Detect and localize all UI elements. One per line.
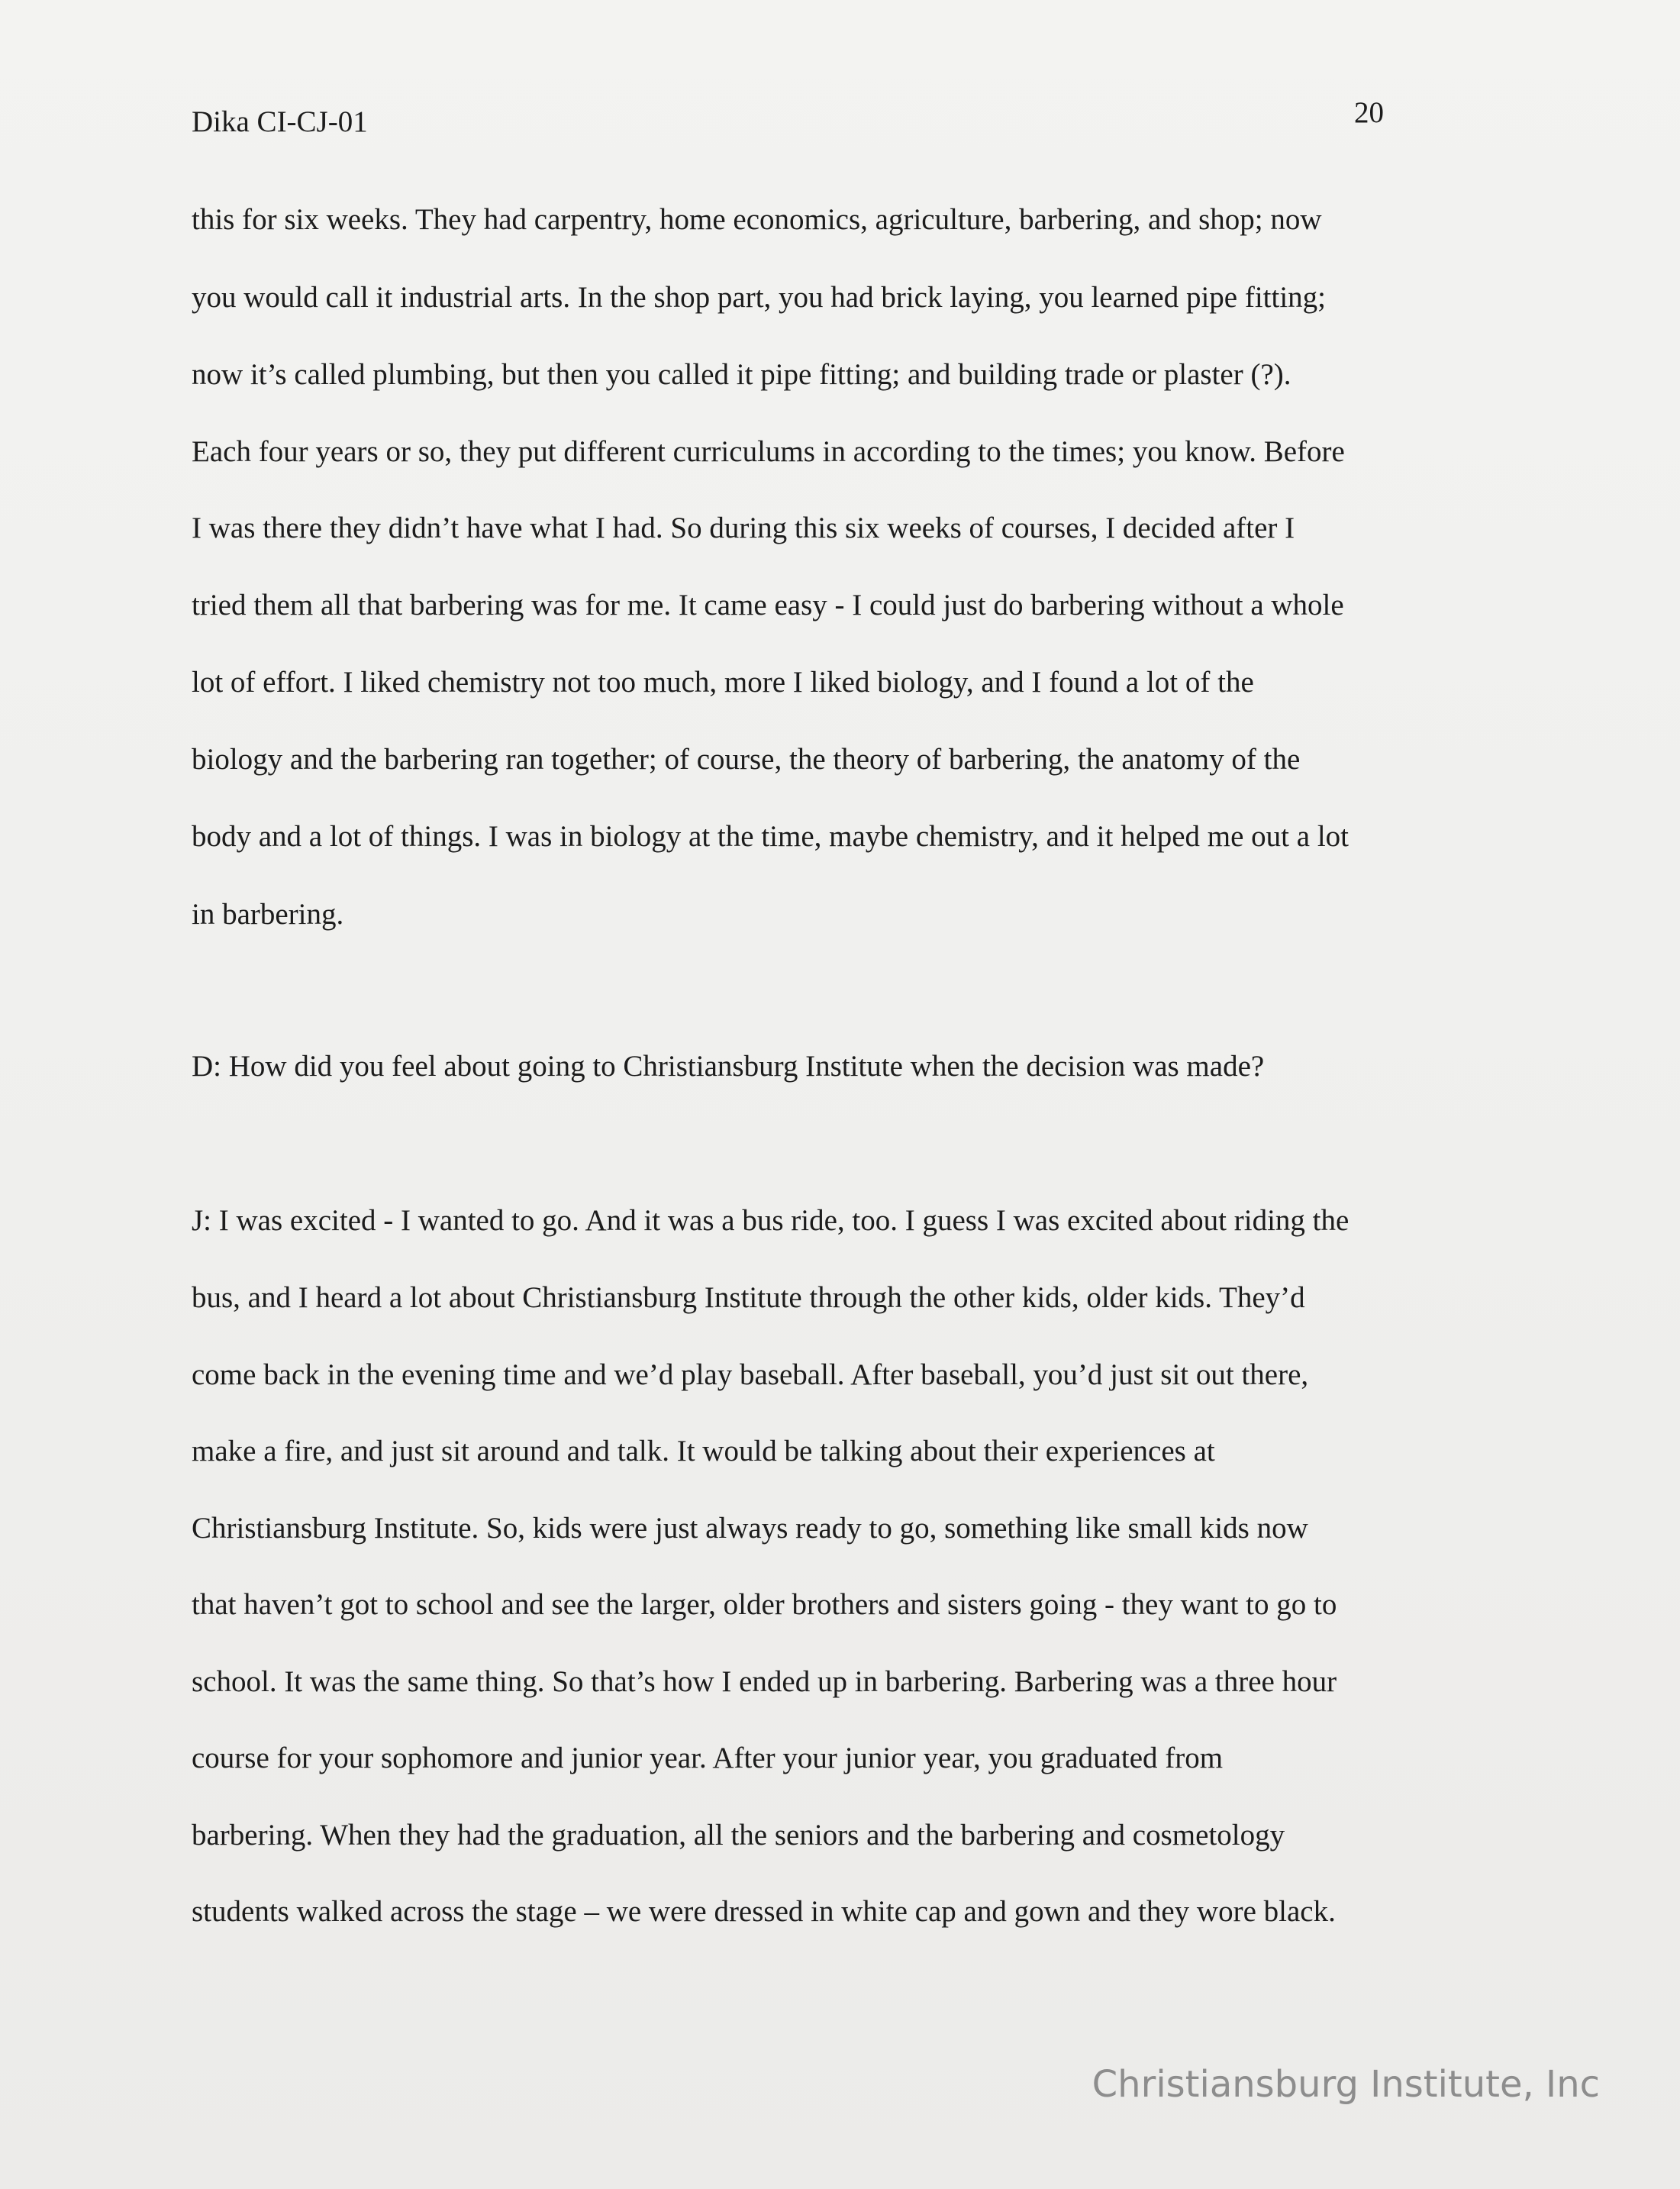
paragraph-1-line: body and a lot of things. I was in biology at the time, maybe chemistry, and it helped me out a lot	[192, 820, 1349, 853]
paragraph-2-line: that haven’t got to school and see the larger, older brothers and sisters going - they want to go to	[192, 1588, 1337, 1621]
document-id: Dika CI-CJ-01	[192, 105, 368, 138]
paragraph-1-line: now it’s called plumbing, but then you called it pipe fitting; and building trade or plaster (?).	[192, 358, 1291, 391]
paragraph-2-line: come back in the evening time and we’d play baseball. After baseball, you’d just sit out there,	[192, 1358, 1309, 1391]
page-number: 20	[1354, 96, 1384, 129]
paragraph-1-line: Each four years or so, they put different curriculums in according to the times; you know. Before	[192, 435, 1345, 468]
interviewer-question: D: How did you feel about going to Christiansburg Institute when the decision was made?	[192, 1050, 1265, 1083]
paragraph-1-line: lot of effort. I liked chemistry not too much, more I liked biology, and I found a lot of the	[192, 666, 1254, 699]
paragraph-2-line: Christiansburg Institute. So, kids were just always ready to go, something like small kids now	[192, 1512, 1308, 1545]
paragraph-1-line: in barbering.	[192, 898, 344, 931]
paragraph-1-line: I was there they didn’t have what I had. So during this six weeks of courses, I decided after I	[192, 512, 1295, 544]
paragraph-2-line: J: I was excited - I wanted to go. And it was a bus ride, too. I guess I was excited about riding the	[192, 1204, 1349, 1237]
paragraph-2-line: students walked across the stage – we were dressed in white cap and gown and they wore black.	[192, 1895, 1336, 1928]
paragraph-2-line: bus, and I heard a lot about Christiansburg Institute through the other kids, older kids. They’d	[192, 1281, 1305, 1314]
paragraph-1-line: this for six weeks. They had carpentry, home economics, agriculture, barbering, and shop; now	[192, 203, 1322, 236]
paragraph-2-line: barbering. When they had the graduation, all the seniors and the barbering and cosmetology	[192, 1819, 1285, 1852]
paragraph-1-line: tried them all that barbering was for me. It came easy - I could just do barbering without a whole	[192, 589, 1344, 622]
paragraph-2-line: make a fire, and just sit around and talk. It would be talking about their experiences at	[192, 1435, 1215, 1467]
watermark: Christiansburg Institute, Inc	[1092, 2063, 1600, 2106]
paragraph-1-line: you would call it industrial arts. In the shop part, you had brick laying, you learned pipe fitting;	[192, 281, 1327, 314]
paragraph-2-line: school. It was the same thing. So that’s how I ended up in barbering. Barbering was a three hour	[192, 1665, 1337, 1698]
paragraph-2-line: course for your sophomore and junior year. After your junior year, you graduated from	[192, 1742, 1224, 1774]
paragraph-1-line: biology and the barbering ran together; of course, the theory of barbering, the anatomy of the	[192, 743, 1301, 776]
